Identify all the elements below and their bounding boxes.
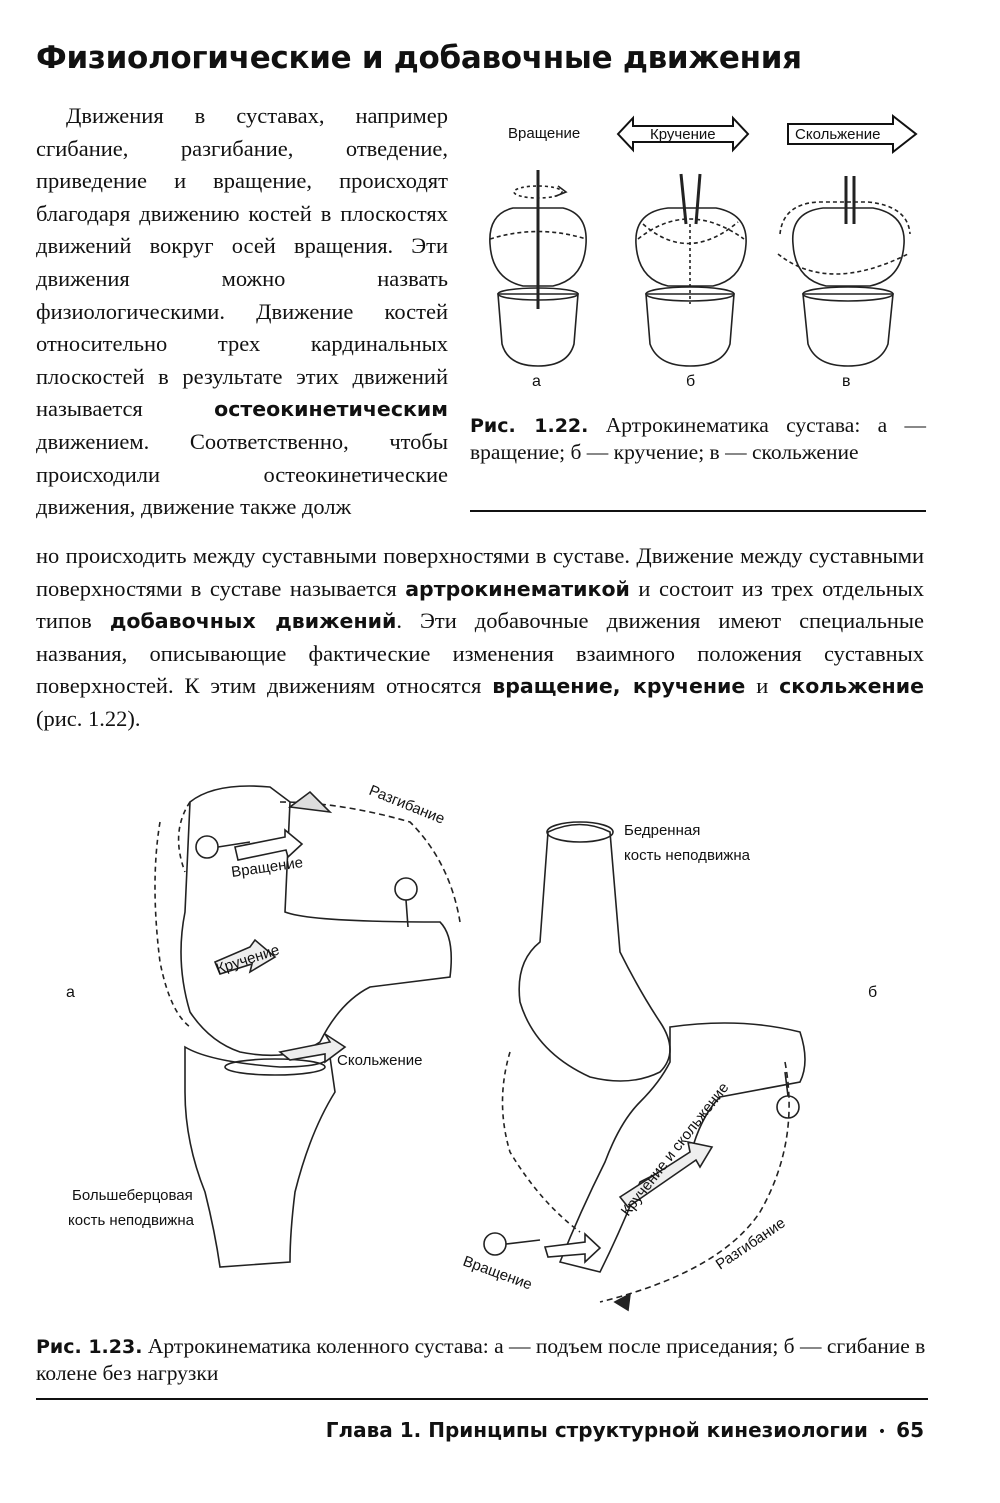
term-accessory-movements: добавочных движений — [109, 609, 397, 634]
divider-figure-1-22 — [470, 510, 926, 512]
para-text-3: и состоит из трех отдельных типов — [36, 575, 924, 634]
caption-figure-1-23 — [36, 1333, 928, 1386]
para-text-2a: движением. Соответственно, чтобы происходили остеокинетические движения, движение также долж — [36, 428, 448, 520]
figure-1-23 — [40, 762, 940, 1322]
para-text-1: Движения в суставах, например сгибание, разгибание, отведение, приведение и вращение, происходят благодаря движению костей в плоскостях движений вокруг осей вращения. Эти движения можно назвать физиологическими. Движение костей относительно трех кардинальных плоскостей в результате этих движений называется — [36, 103, 448, 422]
footer-chapter: Глава 1. Принципы структурной кинезиологии — [325, 1418, 868, 1442]
label-rotation: Вращение — [508, 125, 581, 142]
page-footer — [326, 1418, 924, 1442]
caption-text-1-22: Артрокинематика сустава: а — вращение; б — кручение; в — скольжение — [470, 413, 926, 464]
figure-1-22 — [468, 104, 928, 389]
divider-figure-1-23 — [36, 1398, 928, 1400]
label-a-spin: Кручение — [213, 941, 282, 978]
page-number: 65 — [896, 1418, 924, 1442]
footer-separator: • — [877, 1423, 887, 1440]
subfig-b-label: б — [686, 373, 696, 389]
label-b-rotation: Вращение — [460, 1252, 535, 1294]
subfig-b-label-1-23: б — [868, 984, 878, 1001]
knee-model-a — [155, 786, 460, 1267]
joint-model-c — [778, 176, 910, 366]
caption-label-1-22: Рис. 1.22. — [470, 415, 589, 437]
subfig-a-label: а — [532, 373, 541, 389]
joint-model-b — [636, 174, 746, 366]
label-a-glide: Скольжение — [337, 1052, 423, 1069]
subfig-a-label-1-23: а — [66, 984, 75, 1001]
paragraph-full — [36, 540, 924, 736]
label-a-extension: Разгибание — [366, 781, 448, 828]
term-osteokinematic: остеокинетическим — [214, 397, 448, 422]
term-glide: скольжение — [779, 674, 924, 699]
para-text-5: и — [745, 673, 780, 699]
label-spin: Кручение — [650, 126, 716, 143]
label-b-flexion: Разгибание — [712, 1214, 789, 1274]
page-title: Физиологические и добавочные движения — [36, 40, 802, 76]
paragraph-column — [36, 100, 448, 524]
label-b-fixed-1: Бедренная — [624, 822, 701, 839]
term-rotation-spin: вращение, кручение — [492, 674, 746, 699]
para-text-4: . Эти добавочные движения имеют специальные названия, описывающие фактические изменения взаимного положения суставных поверхностей. К этим движениям относятся — [36, 608, 924, 699]
term-arthrokinematics: артрокинематикой — [405, 576, 630, 601]
para-text-2b: но происходить между суставными поверхностями в суставе. Движение между суставными поверхностями в суставе называется — [36, 543, 924, 601]
label-a-fixed-2: кость неподвижна — [68, 1212, 194, 1229]
label-b-fixed-2: кость неподвижна — [624, 847, 750, 864]
caption-figure-1-22 — [470, 412, 926, 465]
label-b-spin-glide: Кручение и скольжение — [617, 1079, 733, 1220]
label-a-fixed-1: Большеберцовая — [72, 1187, 193, 1204]
caption-label-1-23: Рис. 1.23. — [36, 1336, 143, 1358]
joint-model-a — [490, 170, 586, 366]
para-text-6: (рис. 1.22). — [36, 705, 141, 731]
caption-text-1-23: Артрокинематика коленного сустава: а — подъем после приседания; б — сгибание в колене без нагрузки — [36, 1334, 926, 1385]
subfig-c-label: в — [842, 373, 851, 389]
label-glide: Скольжение — [795, 126, 881, 143]
label-a-rotation: Вращение — [230, 854, 305, 881]
